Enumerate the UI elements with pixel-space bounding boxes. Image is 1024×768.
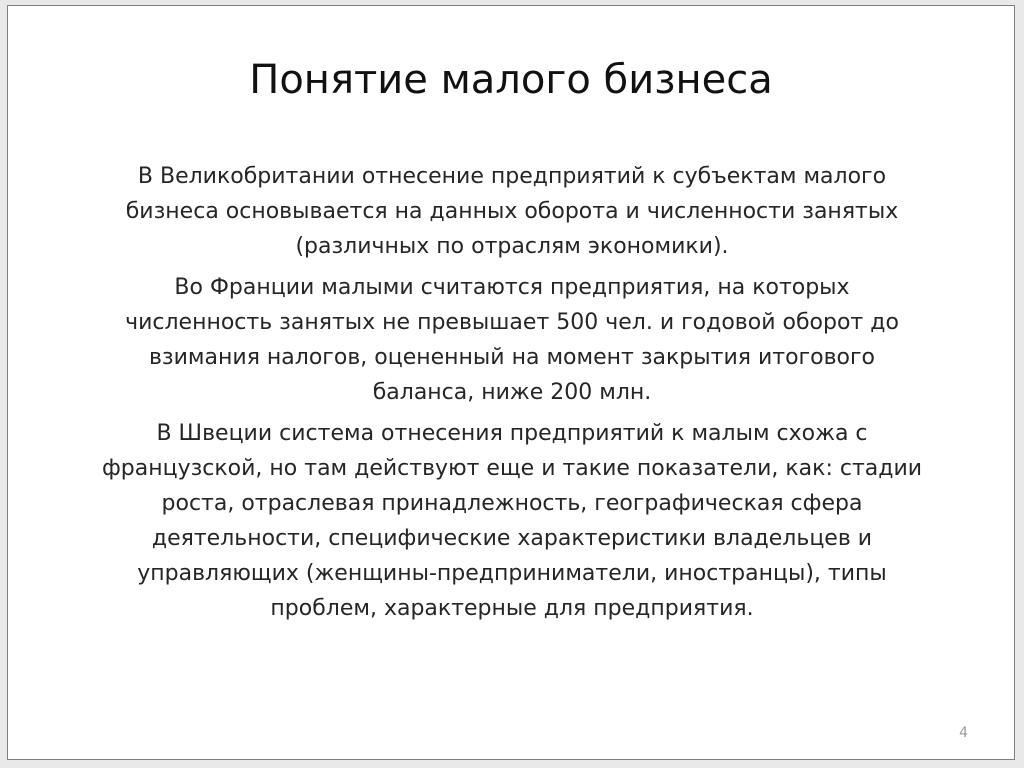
paragraph-france <box>68 270 956 410</box>
text-line: (различных по отраслям экономики). <box>295 234 729 259</box>
text-line: баланса, ниже 200 млн. <box>372 380 652 405</box>
text-line: бизнеса основывается на данных оборота и численности занятых <box>125 199 899 224</box>
text-line: численность занятых не превышает 500 чел. и годовой оборот до <box>125 310 899 335</box>
text-line: В Великобритании отнесение предприятий к субъектам малого <box>137 164 887 189</box>
slide-body <box>68 159 956 632</box>
text-line: управляющих (женщины-предприниматели, иностранцы), типы <box>137 561 887 586</box>
text-line: роста, отраслевая принадлежность, географическая сфера <box>161 491 863 516</box>
page-number: 4 <box>959 725 968 741</box>
paragraph-uk <box>68 159 956 264</box>
slide <box>7 5 1015 760</box>
text-line: В Швеции система отнесения предприятий к малым схожа с <box>156 421 868 446</box>
text-line: взимания налогов, оцененный на момент закрытия итогового <box>148 345 876 370</box>
text-line: Во Франции малыми считаются предприятия, на которых <box>174 275 850 300</box>
slide-title: Понятие малого бизнеса <box>249 57 773 103</box>
text-line: французской, но там действуют еще и такие показатели, как: стадии <box>101 456 923 481</box>
text-line: деятельности, специфические характеристики владельцев и <box>151 526 873 551</box>
text-line: проблем, характерные для предприятия. <box>270 596 754 621</box>
paragraph-sweden <box>68 416 956 626</box>
